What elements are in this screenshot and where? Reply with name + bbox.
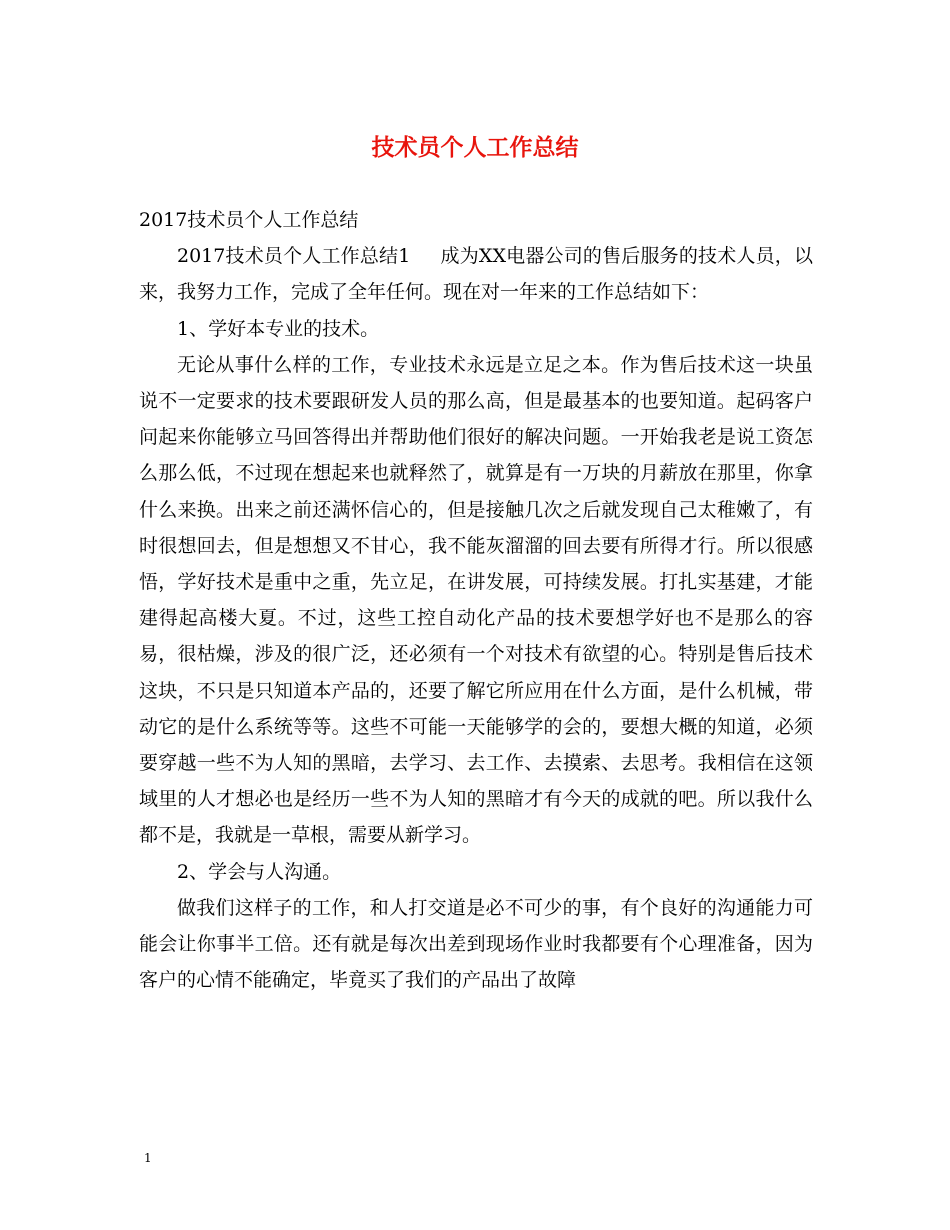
intro-heading: 2017技术员个人工作总结1 [177, 245, 411, 268]
document-title: 技术员个人工作总结 [371, 134, 579, 161]
section-2-heading: 2、学会与人沟通。 [177, 860, 342, 883]
page-number: 1 [144, 1151, 152, 1165]
intro-text: 成为XX电器公司的售后服务的技术人员，以来，我努力工作，完成了全年任何。现在对一年来的工作总结如下： [139, 245, 813, 304]
section-2-paragraph: 做我们这样子的工作，和人打交道是必不可少的事，有个良好的沟通能力可能会让你事半工倍。还有就是每次出差到现场作业时我都要有个心理准备，因为客户的心情不能确定，毕竟买了我们的产品出了故障 [139, 896, 813, 992]
document-body [139, 202, 813, 998]
document-subtitle: 2017技术员个人工作总结 [139, 209, 359, 231]
section-1-heading: 1、学好本专业的技术。 [177, 317, 380, 340]
intro-paragraph [139, 238, 813, 310]
section-1-paragraph: 无论从事什么样的工作，专业技术永远是立足之本。作为售后技术这一块虽说不一定要求的技术要跟研发人员的那么高，但是最基本的也要知道。起码客户问起来你能够立马回答得出并帮助他们很好的解决问题。一开始我老是说工资怎么那么低，不过现在想起来也就释然了，就算是有一万块的月薪放在那里，你拿什么来换。出来之前还满怀信心的，但是接触几次之后就发现自己太稚嫩了，有时很想回去，但是想想又不甘心，我不能灰溜溜的回去要有所得才行。所以很感悟，学好技术是重中之重，先立足，在讲发展，可持续发展。打扎实基建，才能建得起高楼大夏。不过，这些工控自动化产品的技术要想学好也不是那么的容易，很枯燥，涉及的很广泛，还必须有一个对技术有欲望的心。特别是售后技术这块，不只是只知道本产品的，还要了解它所应用在什么方面，是什么机械，带动它的是什么系统等等。这些不可能一天能够学的会的，要想大概的知道，必须要穿越一些不为人知的黑暗，去学习、去工作、去摸索、去思考。我相信在这领域里的人才想必也是经历一些不为人知的黑暗才有今天的成就的吧。所以我什么都不是，我就是一草根，需要从新学习。 [139, 353, 813, 847]
